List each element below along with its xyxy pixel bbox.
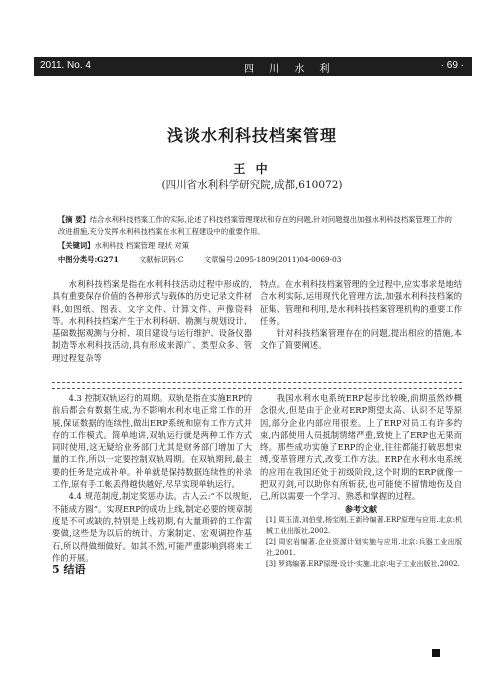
- article-number: 文章编号:2095-1809(2011)04-0069-03: [203, 255, 342, 264]
- reference-item: [2] 周宏岩编著.企业资源计划实施与应用.北京:兵器工业出版社,2001.: [266, 537, 462, 557]
- issue-number: 2011. No. 4: [40, 60, 91, 71]
- abstract-label: 【摘 要】: [58, 215, 90, 224]
- body-paragraph: 4.3 控制双轨运行的周期。双轨是指在实施ERP的前后都会有数据生成,为不影响水利水电正常工作的开展,保证数据的连续性,做出ERP系统和原有工作方式并存的工作模式。简单地讲,双轨运行就是两种工作方式同时使用,这无疑给业务部门尤其是财务部门增加了大量的工作,所以一定要控制双轨周期。在双轨期间,最主要的任务是完成补单。补单就是保持数据连续性的补录工作,原有手工帐丢得越快越好,尽早实现单轨运行。: [52, 393, 252, 490]
- abstract: [58, 214, 458, 238]
- intro-paragraph: 针对科技档案管理存在的问题,提出相应的措施,本文作了简要阐述。: [260, 328, 462, 351]
- end-of-article-mark: [432, 649, 440, 657]
- running-header: [34, 57, 472, 76]
- article-title: 浅谈水利科技档案管理: [166, 126, 337, 145]
- classification-line: [58, 255, 458, 265]
- page-number: · 69 ·: [440, 60, 464, 71]
- abstract-text: 结合水利科技档案工作的实际,论述了科技档案管理现状和存在的问题,针对问题提出加强水利科技档案管理工作的改进措施,充分发挥水利科技档案在水利工程建设中的重要作用。: [58, 215, 452, 236]
- intro-right-column: [260, 278, 462, 352]
- intro-left-column: [52, 278, 252, 364]
- intro-paragraph: 水利科技档案是指在水利科技活动过程中形成的,具有重要保存价值的各种形式与载体的历史记录文件材料,如图纸、图表、文字文件、计算文件、声像资料等。水利科技档案产生于水利科研、勘测与规划设计、基础数据观测与分析、项目建设与运行维护、设备仪器制造等水利科技活动,具有形成来源广、类型众多、管理过程复杂等: [52, 279, 252, 363]
- author-affiliation: (四川省水利科学研究院,成都,610072): [161, 179, 343, 191]
- keywords: [58, 241, 189, 251]
- keywords-label: 【关键词】: [58, 241, 95, 250]
- body-paragraph: 我国水利水电系统ERP起步比较晚,前期虽然炒概念很火,但是由于企业对ERP期望太高、认识不足等原因,部分企业内部应用很差。上了ERP对员工有许多约束,内部使用人员抵制情绪严重,致使上了ERP也无果而终。那些成功实施了ERP的企业,往往都能打破思想束缚,变革管理方式,改变工作方法。ERP在水利水电系统的应用在我国还处于初级阶段,这个时期的ERP就像一把双刃剑,可以助你有所斩获,也可能使不留情地伤及自己,所以需要一个学习、熟悉和掌握的过程。: [260, 393, 462, 502]
- reference-item: [1] 周玉清,刘伯莹,杨宝刚,王新玲编著.ERP原理与应用.北京:机械工业出版社,2002.: [266, 515, 462, 535]
- keywords-text: 水利科技 档案管理 现状 对策: [94, 241, 190, 250]
- body-paragraph: 4.4 规范制度,制定奖惩办法。古人云:“不以规矩,不能成方圆”。实现ERP的成功上线,制定必要的规章制度是不可或缺的,特别是上线初期,有大量琐碎的工作需要做,这些是为以后的统计、方案制定、宏观调控作基石,所以得做细做好。如其不然,可能严重影响到将来工作的开展。: [52, 491, 252, 563]
- references-title: 参考文献: [345, 503, 377, 514]
- clc-number: 中图分类号:G271: [58, 255, 119, 264]
- intro-paragraph: 特点。在水利科技档案管理的全过程中,应实事求是地结合水利实际,运用现代化管理方法,加强水利科技档案的征集、管理和利用,是水利科技档案管理机构的重要工作任务。: [260, 279, 462, 326]
- body-left-column: [52, 392, 252, 576]
- body-right-column: [260, 392, 462, 570]
- author-name: 王 中: [233, 162, 271, 176]
- section-heading: 5 结语: [52, 563, 86, 577]
- reference-item: [3] 罗鸿编著.ERP原理·设计·实施.北京:电子工业出版社,2002.: [266, 559, 460, 568]
- article-separator: [52, 382, 462, 389]
- journal-name: 四 川 水 利: [244, 64, 336, 75]
- document-code: 文献标识码:C: [138, 255, 184, 264]
